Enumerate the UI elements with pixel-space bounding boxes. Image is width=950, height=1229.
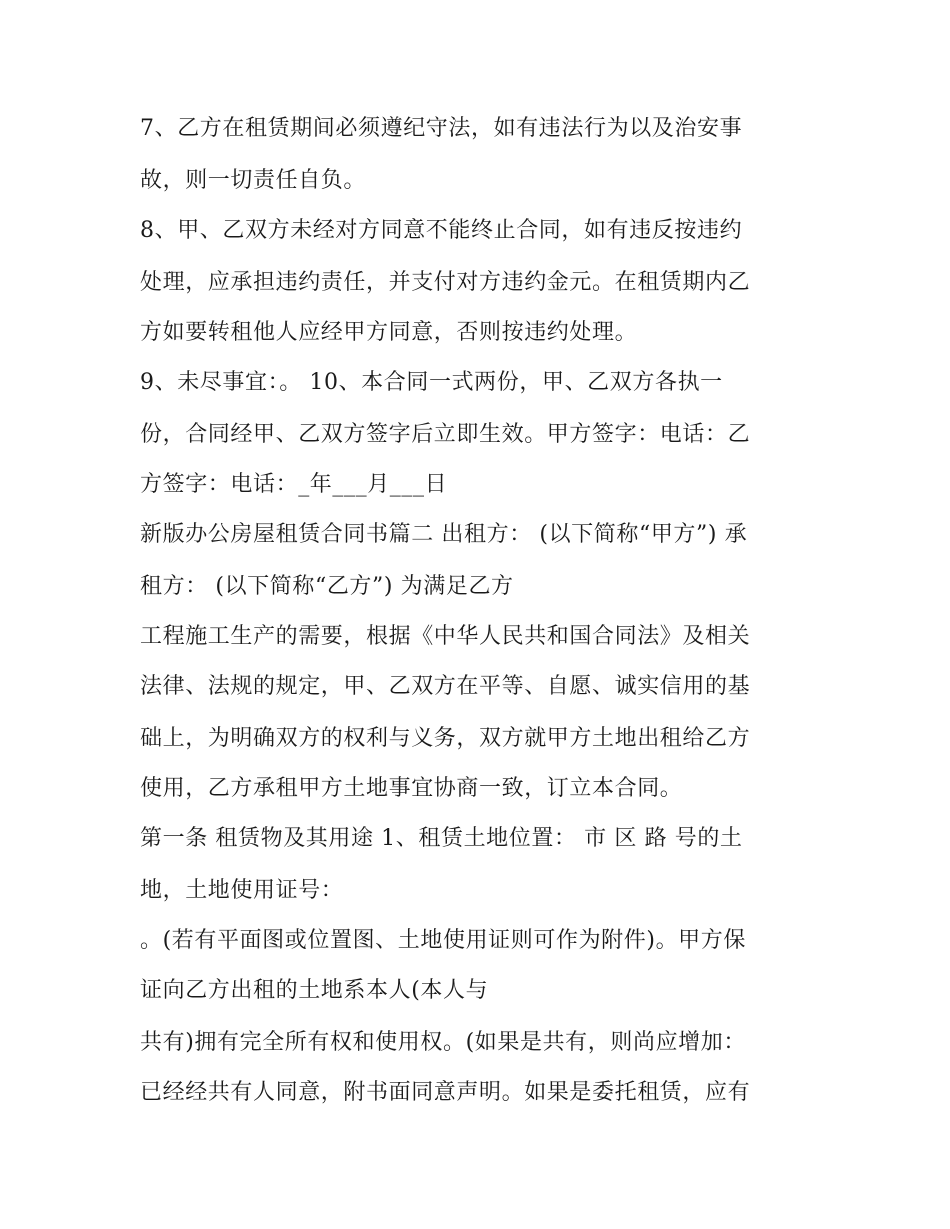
text-line: 新版办公房屋租赁合同书篇二 出租方： (以下简称“甲方”) 承 bbox=[140, 522, 748, 547]
text-line: 共有)拥有完全所有权和使用权。(如果是共有，则尚应增加： bbox=[140, 1030, 746, 1055]
text-line: 租方： (以下简称“乙方”) 为满足乙方 bbox=[140, 574, 514, 599]
text-line: 地，土地使用证号： bbox=[140, 878, 344, 903]
text-line: 已经经共有人同意，附书面同意声明。如果是委托租赁，应有 bbox=[140, 1080, 751, 1105]
text-line: 础上，为明确双方的权利与义务，双方就甲方土地出租给乙方 bbox=[140, 726, 751, 751]
text-line: 使用，乙方承租甲方土地事宜协商一致，订立本合同。 bbox=[140, 776, 683, 801]
text-line: 故，则一切责任自负。 bbox=[140, 168, 367, 193]
text-line: 份，合同经甲、乙双方签字后立即生效。甲方签字：电话：乙 bbox=[140, 422, 751, 447]
text-line: 第一条 租赁物及其用途 1、租赁土地位置： 市 区 路 号的土 bbox=[140, 826, 743, 851]
text-line: 工程施工生产的需要，根据《中华人民共和国合同法》及相关 bbox=[140, 624, 751, 649]
text-line: 证向乙方出租的土地系本人(本人与 bbox=[140, 978, 489, 1003]
text-line: 7、乙方在租赁期间必须遵纪守法，如有违法行为以及治安事 bbox=[140, 116, 743, 141]
text-line: 。(若有平面图或位置图、土地使用证则可作为附件)。甲方保 bbox=[140, 928, 746, 953]
text-line: 处理，应承担违约责任，并支付对方违约金元。在租赁期内乙 bbox=[140, 270, 751, 295]
text-line: 9、未尽事宜：。 10、本合同一式两份，甲、乙双方各执一 bbox=[140, 370, 723, 395]
text-line: 法律、法规的规定，甲、乙双方在平等、自愿、诚实信用的基 bbox=[140, 674, 751, 699]
text-line: 方签字：电话：_年___月___日 bbox=[140, 472, 448, 497]
text-line: 8、甲、乙双方未经对方同意不能终止合同，如有违反按违约 bbox=[140, 218, 743, 243]
text-line: 方如要转租他人应经甲方同意，否则按违约处理。 bbox=[140, 320, 638, 345]
